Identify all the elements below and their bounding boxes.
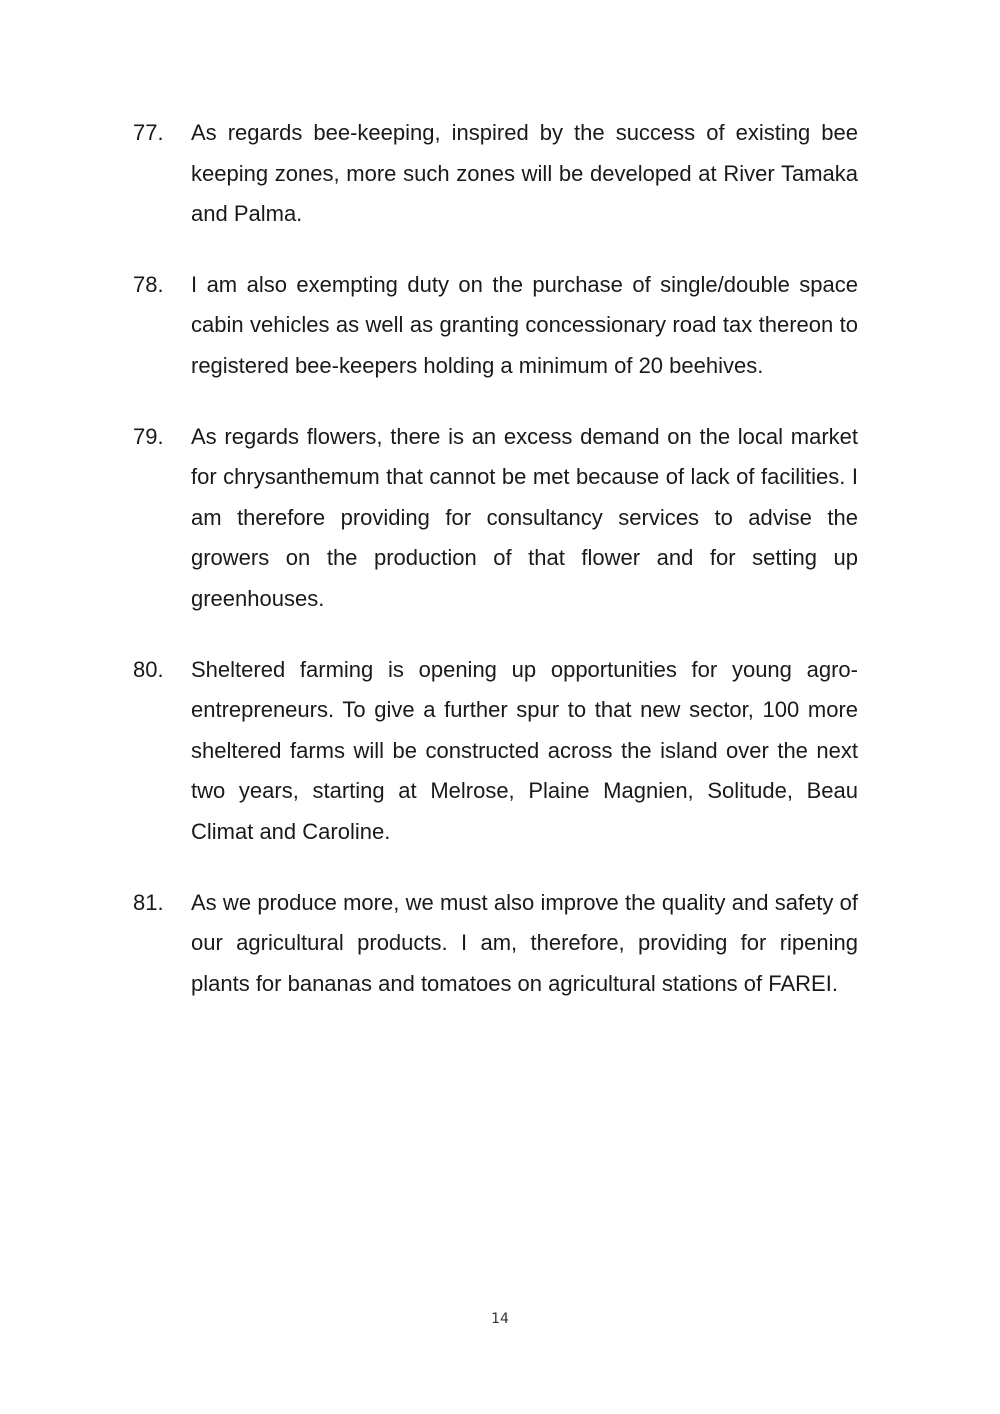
paragraph-text: I am also exempting duty on the purchase of single/double space cabin vehicles as well as granting concessionary road tax thereon to registered bee-keepers holding a minimum of 20 beehives. <box>191 271 858 378</box>
paragraph-number: 81. <box>133 889 164 915</box>
paragraph-81 <box>133 883 858 1005</box>
paragraph-78 <box>133 265 858 387</box>
paragraph-number: 77. <box>133 120 164 145</box>
paragraph-text: As regards flowers, there is an excess demand on the local market for chrysanthemum that cannot be met because of lack of facilities. I am therefore providing for consultancy services to advise the growers on the production of that flower and for setting up greenhouses. <box>191 423 858 611</box>
paragraph-text: As regards bee-keeping, inspired by the success of existing bee keeping zones, more such zones will be developed at River Tamaka and Palma. <box>191 120 858 227</box>
paragraph-number: 80. <box>133 656 164 682</box>
paragraph-number: 79. <box>133 423 164 449</box>
paragraph-text: Sheltered farming is opening up opportunities for young agro-entrepreneurs. To give a further spur to that new sector, 100 more sheltered farms will be constructed across the island over the next two years, starting at Melrose, Plaine Magnien, Solitude, Beau Climat and Caroline. <box>191 656 858 844</box>
paragraph-text: As we produce more, we must also improve the quality and safety of our agricultural products. I am, therefore, providing for ripening plants for bananas and tomatoes on agricultural stations of FAREI. <box>191 889 858 996</box>
paragraph-77 <box>133 113 858 235</box>
page-body <box>133 113 858 1034</box>
paragraph-number: 78. <box>133 271 164 297</box>
paragraph-79 <box>133 417 858 620</box>
page-number: 14 <box>491 1311 509 1327</box>
paragraph-80 <box>133 650 858 853</box>
